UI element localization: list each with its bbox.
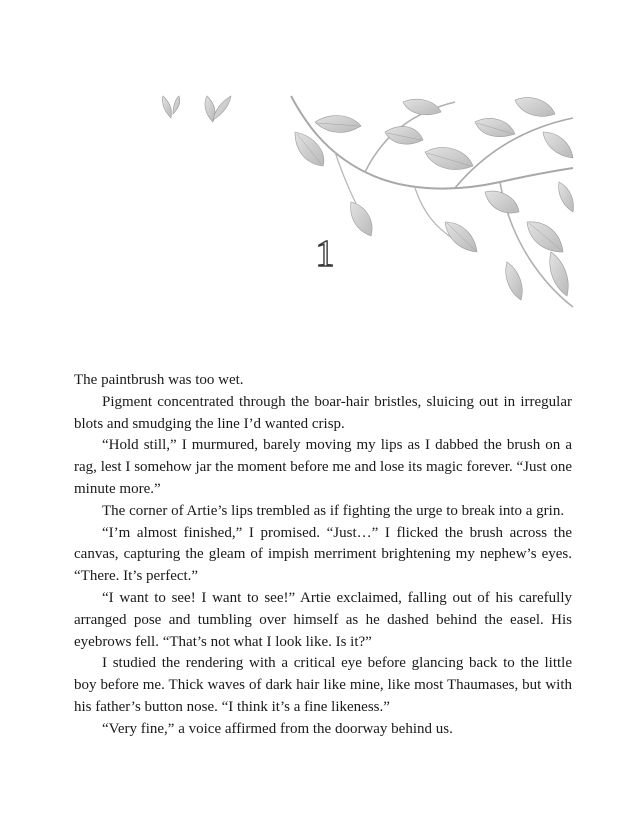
paragraph: “Hold still,” I murmured, barely moving my lips as I dabbed the brush on a rag, lest I somehow jar the moment before me and lose its magic forever. “Just one minute more.” [74, 437, 572, 497]
vine-stem [455, 118, 573, 188]
vine-leaves-illustration [155, 92, 575, 312]
leaf-veins [297, 123, 561, 250]
paragraph: The paintbrush was too wet. [74, 372, 244, 388]
leaf-icon [213, 96, 231, 120]
leaf-icon [315, 116, 361, 133]
leaf-icon [515, 98, 555, 117]
leaf-icon [543, 132, 573, 158]
paragraph: “I want to see! I want to see!” Artie exclaimed, falling out of his carefully arranged pose and tumbling over himself as he dashed behind the easel. His eyebrows fell. “That’s not what I look like. Is it?” [74, 589, 572, 650]
paragraph: I studied the rendering with a critical eye before glancing back to the little boy before me. Thick waves of dark hair like mine, like most Thaumases, but with his father’s button nose. “I think it’s a fine likeness.” [74, 655, 572, 715]
leaf-icon [173, 96, 180, 114]
leaf-icon [385, 126, 423, 144]
chapter-body [74, 370, 572, 741]
leaf-icon [559, 182, 574, 212]
leaf-icon [485, 191, 519, 213]
paragraph: The corner of Artie’s lips trembled as if fighting the urge to break into a grin. [102, 502, 565, 519]
leaf-icon [162, 96, 171, 118]
chapter-number: 1 [315, 233, 335, 275]
paragraph: Pigment concentrated through the boar-hair bristles, sluicing out in irregular blots and smudging the line I’d wanted crisp. [74, 393, 572, 432]
leaf-icon [351, 202, 372, 236]
leaf-icon [403, 99, 441, 115]
leaf-icon [475, 118, 515, 136]
leaf-icon [425, 148, 473, 170]
paragraph: “I’m almost finished,” I promised. “Just…” I flicked the brush across the canvas, capturing the gleam of impish merriment brightening my nephew’s eyes. “There. It’s perfect.” [74, 524, 572, 585]
paragraph: “Very fine,” a voice affirmed from the doorway behind us. [102, 720, 453, 737]
